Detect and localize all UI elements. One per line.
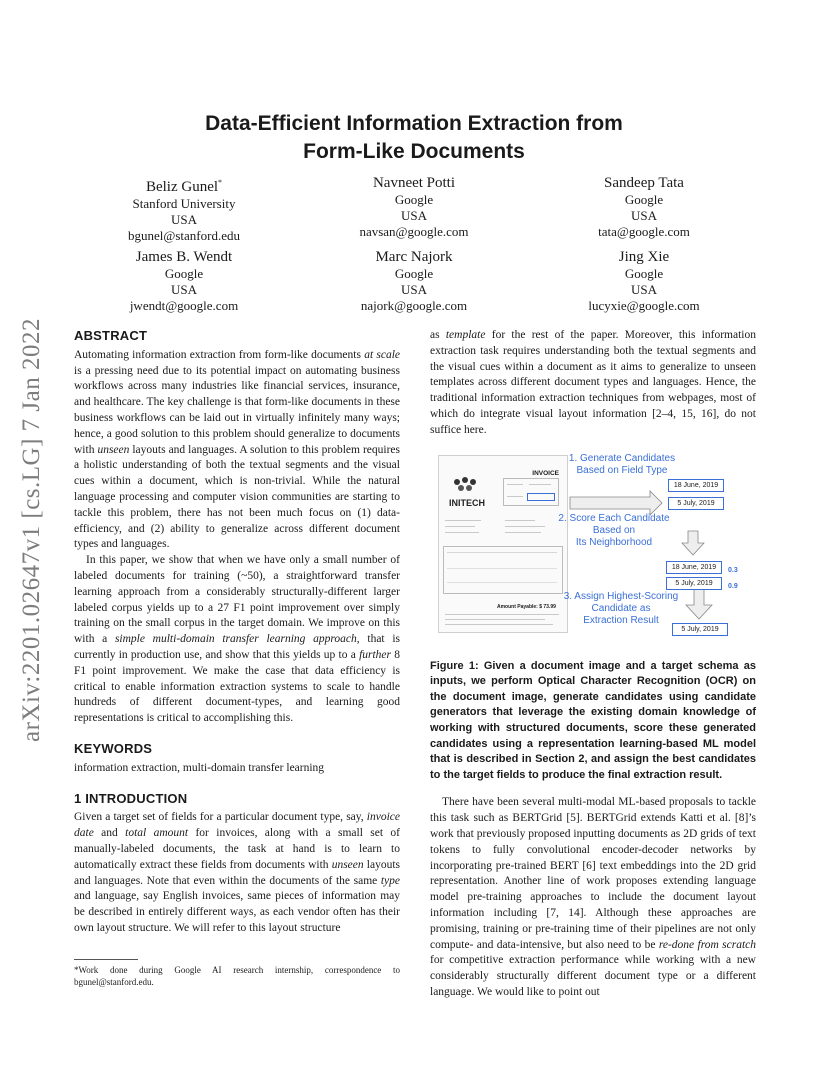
- candidate-date-2: 5 July, 2019: [668, 497, 724, 510]
- invoice-logo-text: INITECH: [449, 497, 485, 508]
- step-2-label: 2. Score Each Candidate Based on Its Neighborhood: [558, 512, 670, 548]
- author: [84, 248, 284, 314]
- title-line-2: Form-Like Documents: [303, 140, 525, 163]
- arrow-down-icon: [686, 587, 712, 619]
- invoice-title: INVOICE: [532, 469, 559, 477]
- author-affiliation: Google: [624, 192, 664, 207]
- candidate-date-1: 18 June, 2019: [668, 479, 724, 492]
- right-paragraph-bottom: There have been several multi-modal ML-based proposals to tackle this task such as BERTGrid [5]. BERTGrid extends Katti et al. [8]’s work that previously proposed inputting documents as 2D grids of text tokens to fully convolutional encoder-decoder networks by incorporating pre-trained BERT [6] text embeddings into the 2D grid representation. Another line of work proposes extending language model pre-training approaches to include the document layout information including [7, 14]. Although these approaches are promising, training or pre-training time of their pipelines are not only compute- and data-intensive, but also need to be re-done from scratch for competitive extraction performance while working with a new considerably structurally different document type or a different language. We would like to point out: [430, 796, 756, 998]
- figure-caption: Figure 1: Given a document image and a target schema as inputs, we perform Optical Character Recognition (OCR) on the document image, generate candidates using candidate generators that leverage the existing domain knowledge of working with structured documents, score these generated candidates using a representation learning-based ML model that is described in Section 2, and assign the best candidates to the target fields to produce the final extraction result.: [430, 659, 756, 781]
- author-email[interactable]: najork@google.com: [360, 298, 468, 313]
- author: [544, 248, 744, 314]
- author-affiliation: Stanford University: [132, 196, 236, 211]
- scored-candidate-1: 18 June, 2019: [666, 561, 722, 574]
- author-country: USA: [170, 212, 197, 227]
- author-name: Sandeep Tata: [604, 175, 684, 191]
- title-line-1: Data-Efficient Information Extraction from: [205, 112, 623, 135]
- left-column: [74, 328, 400, 988]
- author-affiliation: Google: [164, 266, 204, 281]
- author-row-2: [84, 248, 744, 314]
- abstract-paragraph-2: In this paper, we show that when we have only a small number of labeled documents for training (~50), a straightforward transfer learning approach from a considerably structurally-different larger labeled corpus yields up to a 27 F1 point improvement over simply training on the small corpus in the target domain. We improve on this with a simple multi-domain transfer learning approach, that is currently in production use, and show that this yields up to a further 8 F1 point improvement. We make the case that data efficiency is critical to enable information extraction systems to scale to handle hundreds of different document-types, and learning good representations is critical to accomplishing this.: [74, 554, 400, 725]
- author-email[interactable]: bgunel@stanford.edu: [128, 228, 240, 243]
- author-country: USA: [630, 208, 657, 223]
- candidate-score-2: 0.9: [728, 582, 738, 590]
- extraction-result: 5 July, 2019: [672, 623, 728, 636]
- arrow-down-icon: [682, 531, 704, 555]
- author-email[interactable]: jwendt@google.com: [129, 298, 239, 313]
- step-3-label: 3. Assign Highest-Scoring Candidate as Extraction Result: [563, 590, 679, 626]
- author-name: James B. Wendt: [135, 249, 233, 265]
- figure-1: [430, 451, 756, 641]
- keywords-heading: KEYWORDS: [74, 740, 153, 756]
- author-email[interactable]: tata@google.com: [598, 224, 690, 239]
- author-country: USA: [630, 282, 657, 297]
- candidate-score-1: 0.3: [728, 566, 738, 574]
- paper-title: [150, 110, 678, 166]
- author-block: [84, 174, 744, 318]
- author-country: USA: [170, 282, 197, 297]
- author-name: Marc Najork: [375, 249, 453, 265]
- intro-heading: 1 INTRODUCTION: [74, 790, 188, 806]
- right-paragraph-top: as template for the rest of the paper. Moreover, this information extraction task requires understanding both the textual segments and the visual cues within a document as it aims to generalize to unseen templates across different document types and languages. Hence, the traditional information extraction techniques from webpages, most of which do integrate visual layout information [2–4, 15, 16], do not suffice here.: [430, 329, 756, 436]
- invoice-amount-payable: Amount Payable: $ 73.99: [497, 603, 556, 610]
- author-affiliation: Google: [394, 266, 434, 281]
- author-email[interactable]: lucyxie@google.com: [588, 298, 700, 313]
- abstract-heading: ABSTRACT: [74, 328, 148, 343]
- author-name: Beliz Gunel*: [145, 178, 223, 195]
- author: [314, 174, 514, 244]
- arxiv-stamp: [8, 300, 56, 760]
- author-affiliation: Google: [394, 192, 434, 207]
- author-email[interactable]: navsan@google.com: [359, 224, 469, 239]
- arxiv-id: arXiv:2201.02647v1 [cs.LG] 7 Jan 2022: [18, 318, 45, 742]
- author-country: USA: [400, 208, 427, 223]
- author: [544, 174, 744, 244]
- scored-candidate-2: 5 July, 2019: [666, 577, 722, 590]
- footnote-rule: [74, 959, 138, 960]
- keywords-text: information extraction, multi-domain transfer learning: [74, 761, 325, 774]
- intro-paragraph: Given a target set of fields for a particular document type, say, invoice date and total amount for invoices, along with a small set of manually-labeled documents, the task at hand is to learn to automatically extract these fields from documents with unseen layouts and languages. Note that even within the documents of the same type and language, say English invoices, same pieces of information may be described in entirely different ways, as each vendor often has their own layout structure. We will refer to this layout structure: [74, 811, 400, 934]
- author: [314, 248, 514, 314]
- author-row-1: [84, 174, 744, 244]
- author-country: USA: [400, 282, 427, 297]
- author-affiliation: Google: [624, 266, 664, 281]
- abstract-paragraph-1: Automating information extraction from form-like documents at scale is a pressing need due to its potential impact on automating business workflows across many industries like financial services, insurance, and healthcare. The key challenge is that form-like documents in these business workflows can be laid out in virtually infinitely many ways; hence, a good solution to this problem should generalize to documents with unseen layouts and languages. A solution to this problem requires a holistic understanding of both the textual segments and the visual cues within a document, which is non-trivial. While the natural language processing and computer vision communities are starting to tackle this problem, there has not been much focus on (1) data-efficiency, and (2) ability to generalize across different document types and languages.: [74, 348, 400, 551]
- arrow-right-icon: [570, 491, 662, 515]
- step-1-label: 1. Generate Candidates Based on Field Type: [568, 452, 676, 476]
- author-name: Jing Xie: [618, 249, 670, 265]
- author: [84, 174, 284, 244]
- author-name: Navneet Potti: [372, 175, 456, 191]
- right-column: [430, 328, 756, 1001]
- footnote: *Work done during Google AI research internship, correspondence to bgunel@stanford.edu.: [74, 964, 400, 987]
- author-footnote-mark: *: [218, 178, 223, 187]
